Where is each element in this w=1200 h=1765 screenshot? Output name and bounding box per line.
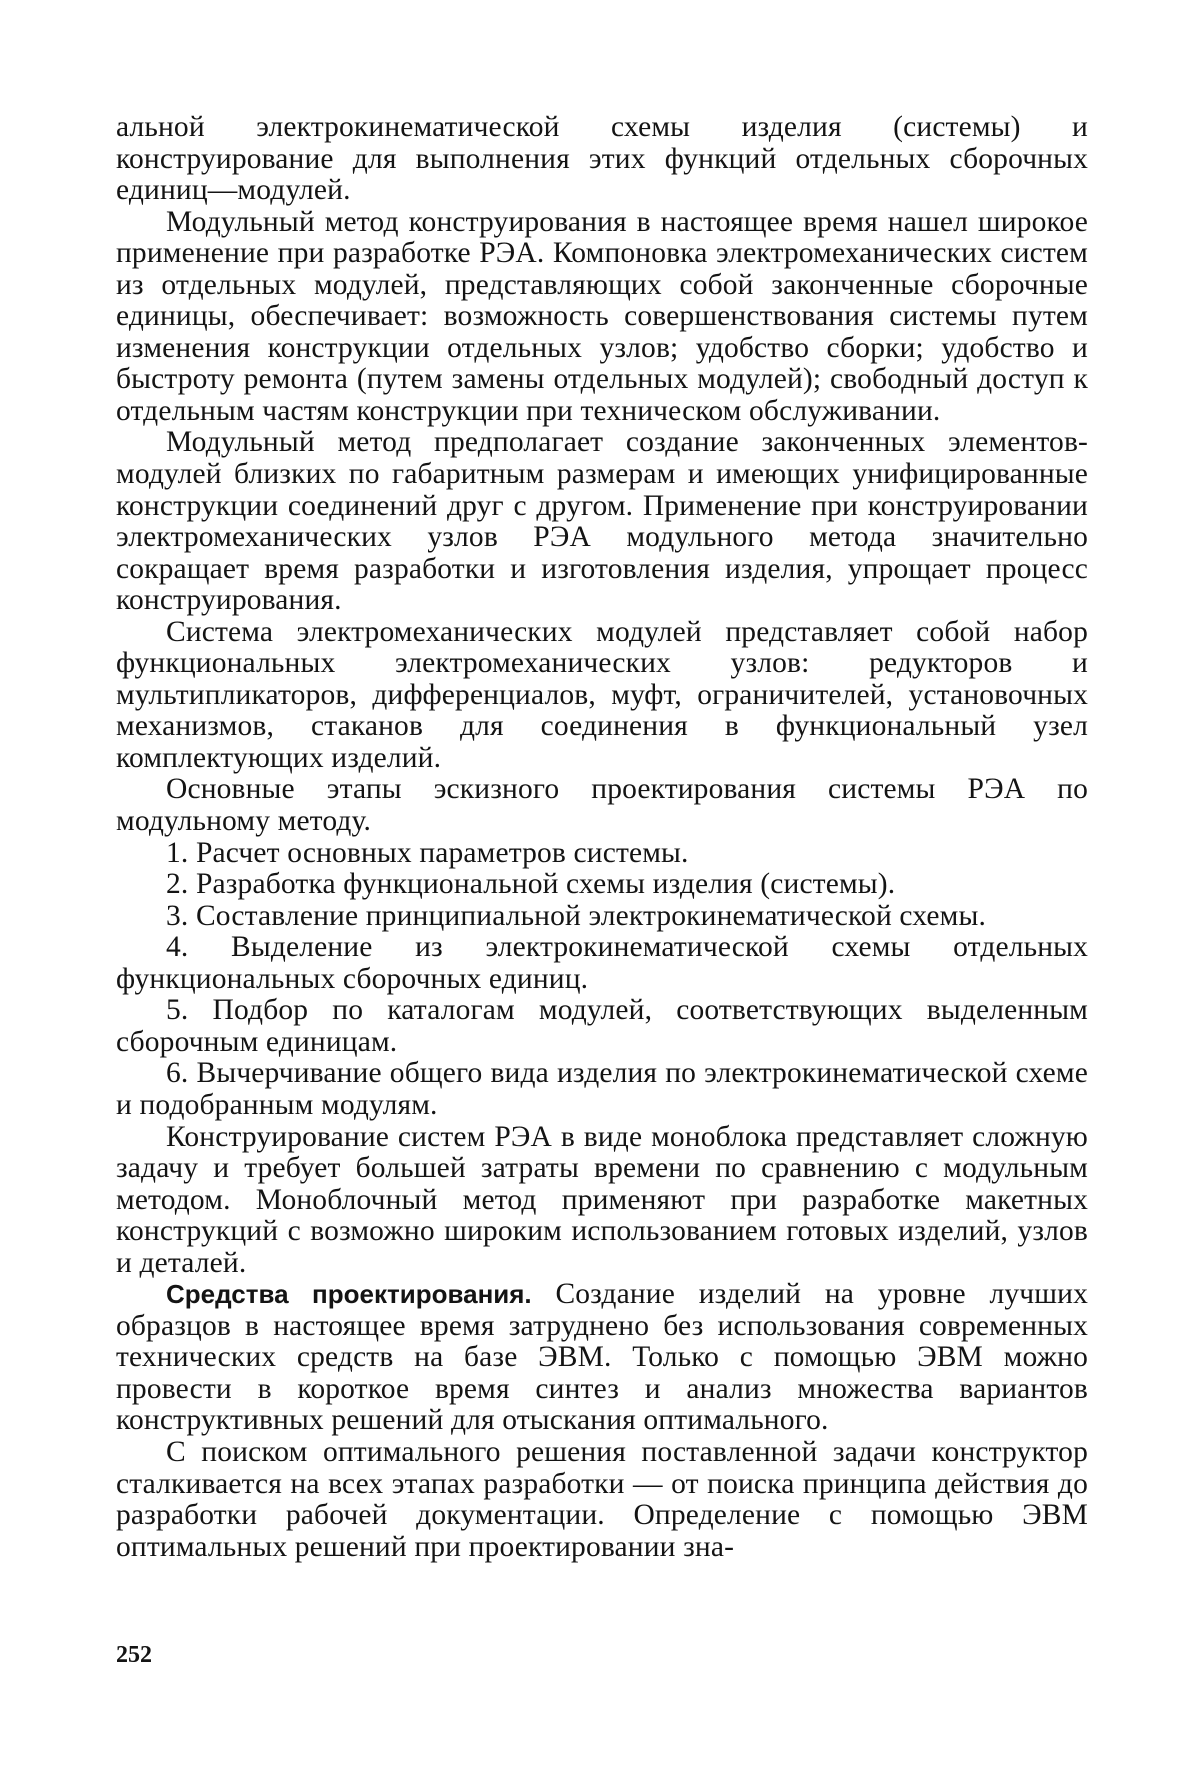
paragraph-continuation: альной электрокинематической схемы изделия (системы) и конструирование для выполнения этих функций отдельных сборочных единиц—модулей.: [116, 111, 1088, 207]
paragraph-modular-method-essence: Модульный метод предполагает создание законченных элементов-модулей близких по габаритным размерам и имеющих унифицированные конструкции соединений друг с другом. Применение при конструировании электромеханических узлов РЭА модульного метода значительно сокращает время разработки и изготовления изделия, упрощает процесс конструирования.: [116, 426, 1088, 617]
section-heading: Средства проектирования.: [166, 1279, 532, 1310]
page-number: 252: [116, 1642, 152, 1668]
list-item-step-6: 6. Вычерчивание общего вида изделия по электрокинематической схеме и подобранным модулям.: [116, 1057, 1088, 1121]
list-item-step-4: 4. Выделение из электрокинематической схемы отдельных функциональных сборочных единиц.: [116, 931, 1088, 995]
list-item-step-3: 3. Составление принципиальной электрокинематической схемы.: [166, 899, 986, 932]
list-item-step-2: 2. Разработка функциональной схемы изделия (системы).: [166, 868, 896, 901]
section-text: Создание изделий на уровне лучших образцов в настоящее время затруднено без использования современных технических средств на базе ЭВМ. Только с помощью ЭВМ можно провести в короткое время синтез и анализ множества вариантов конструктивных решений для отыскания оптимального.: [116, 1278, 1088, 1437]
paragraph-monoblock: Конструирование систем РЭА в виде моноблока представляет сложную задачу и требует большей затраты времени по сравнению с модульным методом. Моноблочный метод применяют при разработке макетных конструкций с возможно широким использованием готовых изделий, узлов и деталей.: [116, 1120, 1088, 1279]
paragraph-optimal-search: С поиском оптимального решения поставленной задачи конструктор сталкивается на всех этапах разработки — от поиска принципа действия до разработки рабочей документации. Определение с помощью ЭВМ оптимальных решений при проектировании зна-: [116, 1435, 1088, 1563]
list-item-step-1: 1. Расчет основных параметров системы.: [166, 836, 689, 869]
paragraph-design-tools: [116, 1279, 1088, 1437]
page-text: [116, 112, 1088, 1563]
paragraph-module-system: Система электромеханических модулей представляет собой набор функциональных электромеханических узлов: редукторов и мультипликаторов, дифференциалов, муфт, ограничителей, установочных механизмов, стаканов для соединения в функциональный узел комплектующих изделий.: [116, 615, 1088, 774]
list-item-step-5: 5. Подбор по каталогам модулей, соответствующих выделенным сборочным единицам.: [116, 994, 1088, 1058]
paragraph-modular-method-usage: Модульный метод конструирования в настоящее время нашел широкое применение при разработке РЭА. Компоновка электромеханических систем из отдельных модулей, представляющих собой законченные сборочные единицы, обеспечивает: возможность совершенствования системы путем изменения конструкции отдельных узлов; удобство сборки; удобство и быстроту ремонта (путем замены отдельных модулей); свободный доступ к отдельным частям конструкции при техническом обслуживании.: [116, 205, 1088, 427]
paragraph-design-stages-intro: Основные этапы эскизного проектирования системы РЭА по модульному методу.: [116, 773, 1088, 838]
